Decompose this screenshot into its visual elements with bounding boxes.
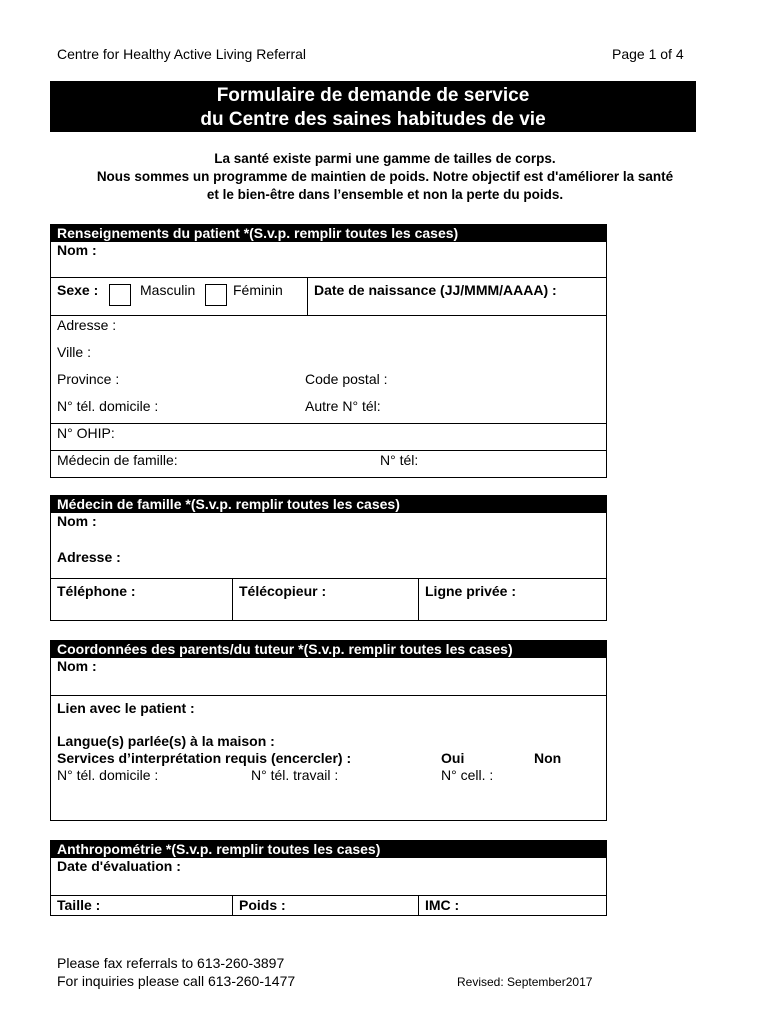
form-title-line2: du Centre des saines habitudes de vie [200, 109, 546, 130]
intro-line1: La santé existe parmi une gamme de tailles de corps. [214, 151, 556, 166]
family-doctor-label: Médecin de famille: [57, 452, 178, 468]
postal-code-label: Code postal : [305, 371, 388, 387]
doctor-name-address-block[interactable] [51, 513, 606, 578]
interpretation-yes[interactable]: Oui [441, 750, 465, 766]
doctor-phone-label: Téléphone : [57, 583, 136, 599]
doctor-fax-label: Télécopieur : [239, 583, 327, 599]
male-label: Masculin [140, 282, 196, 298]
interpretation-label: Services d’interprétation requis (encercler) : [57, 750, 352, 766]
patient-name-row[interactable] [51, 242, 606, 277]
assessment-date-label: Date d'évaluation : [57, 858, 181, 874]
doctor-fax-field[interactable] [232, 579, 418, 620]
female-label: Féminin [233, 282, 283, 298]
city-label: Ville : [57, 344, 91, 360]
bmi-label: IMC : [425, 897, 460, 913]
languages-label: Langue(s) parlée(s) à la maison : [57, 733, 275, 749]
footer-contact [57, 954, 295, 990]
parent-name-label: Nom : [57, 658, 97, 674]
doctor-address-label: Adresse : [57, 549, 121, 565]
other-phone-label: Autre N° tél: [305, 398, 381, 414]
weight-field[interactable] [232, 896, 418, 915]
province-label: Province : [57, 371, 120, 387]
doctor-phone-field[interactable] [51, 579, 232, 620]
doctor-section-heading: Médecin de famille *(S.v.p. remplir toutes les cases) [51, 496, 606, 513]
patient-section-heading: Renseignements du patient *(S.v.p. remplir toutes les cases) [51, 225, 606, 242]
interpretation-no[interactable]: Non [534, 750, 562, 766]
anthropometry-section-heading: Anthropométrie *(S.v.p. remplir toutes les cases) [51, 841, 606, 858]
doctor-private-line-field[interactable] [418, 579, 606, 620]
parent-cell-label: N° cell. : [441, 767, 494, 783]
parent-home-phone-label: N° tél. domicile : [57, 767, 159, 783]
doctor-section [50, 495, 607, 621]
doctor-name-label: Nom : [57, 513, 97, 529]
height-field[interactable] [51, 896, 232, 915]
doctor-contact-row [51, 578, 606, 620]
form-title-line1: Formulaire de demande de service [216, 85, 530, 106]
intro-statement [20, 150, 750, 204]
ohip-row[interactable] [51, 423, 606, 450]
male-checkbox[interactable] [109, 284, 131, 306]
intro-line2: Nous sommes un programme de maintien de poids. Notre objectif est d'améliorer la santé [96, 169, 674, 184]
family-doctor-row[interactable] [51, 450, 606, 477]
page-number: Page 1 of 4 [612, 46, 684, 62]
address-label: Adresse : [57, 317, 117, 333]
weight-label: Poids : [239, 897, 286, 913]
parent-work-phone-label: N° tél. travail : [251, 767, 339, 783]
relationship-label: Lien avec le patient : [57, 700, 195, 716]
female-checkbox[interactable] [205, 284, 227, 306]
intro-line3: et le bien-être dans l’ensemble et non la perte du poids. [206, 187, 564, 202]
parent-name-row[interactable] [51, 658, 606, 695]
bmi-field[interactable] [418, 896, 606, 915]
ohip-label: N° OHIP: [57, 425, 115, 441]
doctor-private-line-label: Ligne privée : [425, 583, 517, 599]
patient-sex-dob-row [51, 277, 606, 315]
revision-date: Revised: September2017 [457, 975, 593, 989]
height-label: Taille : [57, 897, 101, 913]
sex-label: Sexe : [57, 282, 99, 298]
parents-section [50, 640, 607, 821]
dob-label: Date de naissance (JJ/MMM/AAAA) : [314, 282, 557, 298]
footer-inquiries: For inquiries please call 613-260-1477 [57, 973, 296, 989]
measurements-row [51, 895, 606, 915]
patient-address-block[interactable] [51, 315, 606, 423]
assessment-date-row[interactable] [51, 858, 606, 895]
patient-name-label: Nom : [57, 242, 97, 258]
header-program-name: Centre for Healthy Active Living Referral [57, 46, 306, 62]
parent-details-block[interactable] [51, 695, 606, 820]
family-doctor-phone-label: N° tél: [380, 452, 419, 468]
parents-section-heading: Coordonnées des parents/du tuteur *(S.v.p. remplir toutes les cases) [51, 641, 606, 658]
footer-fax: Please fax referrals to 613-260-3897 [57, 955, 285, 971]
form-title [50, 81, 696, 132]
anthropometry-section [50, 840, 607, 916]
home-phone-label: N° tél. domicile : [57, 398, 159, 414]
dob-field[interactable] [307, 278, 606, 315]
patient-section [50, 224, 607, 478]
